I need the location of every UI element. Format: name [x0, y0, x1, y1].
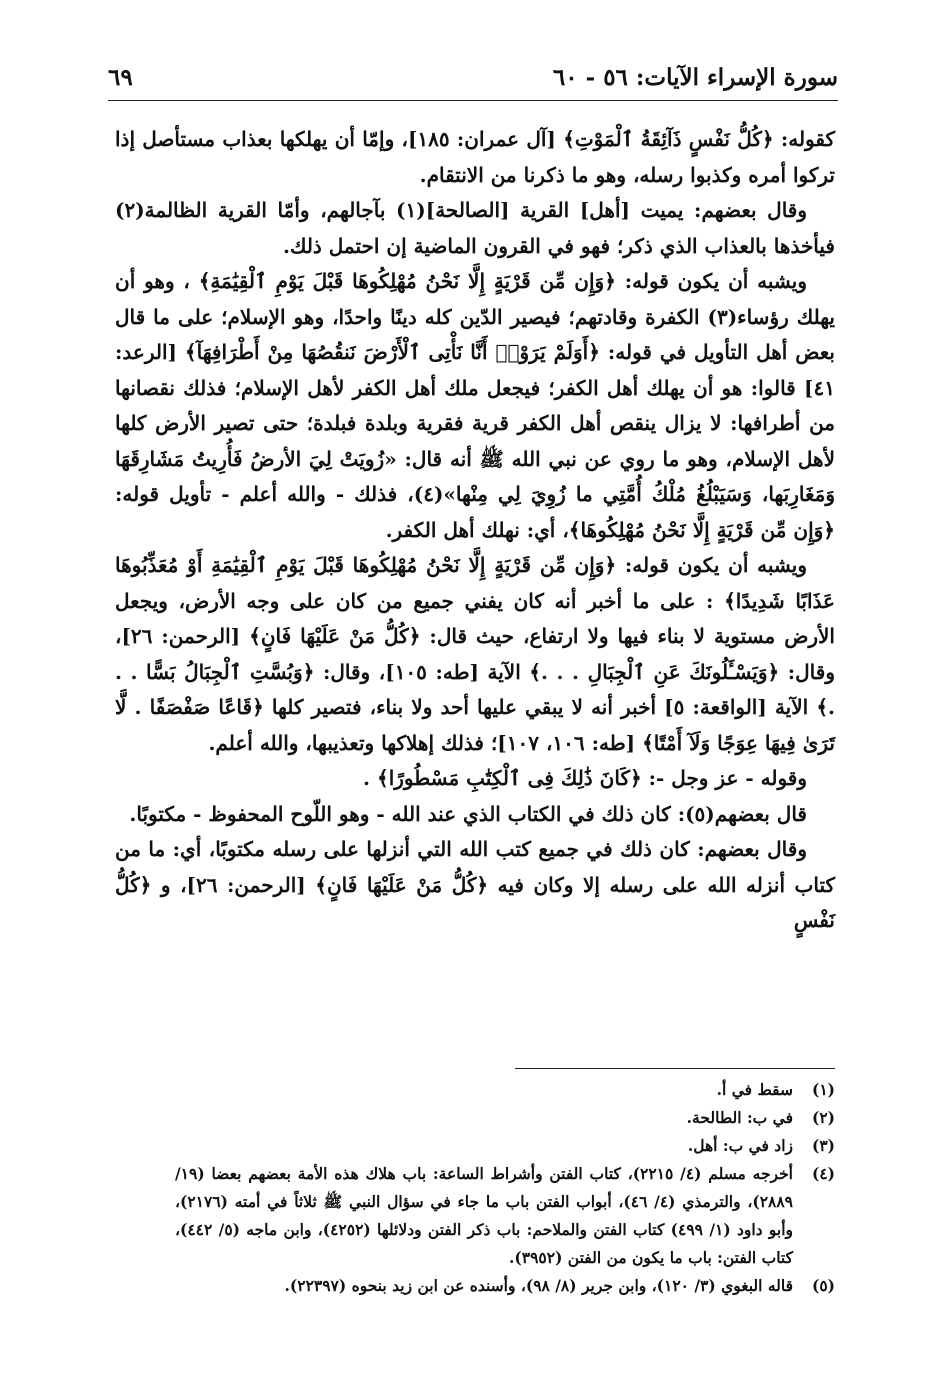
footnote-text: سقط في أ. [716, 1080, 793, 1099]
paragraph: وقال بعضهم: كان ذلك في جميع كتب الله التي أنزلها على رسله مكتوبًا، أي: ما من كتاب أنزله الله على رسله إلا وكان فيه ﴿كُلُّ مَنْ عَلَيْهَا فَانٍ﴾ [الرحمن: ٢٦]، و ﴿كُلُّ نَفْسٍ [115, 837, 836, 932]
footnote-number: (٥) [811, 1276, 835, 1295]
surah-title: سورة الإسراء الآيات: ٥٦ - ٦٠ [552, 64, 838, 91]
paragraph: وقوله - عز وجل -: ﴿كَانَ ذَٰلِكَ فِى ٱلْكِتَٰبِ مَسْطُورًا﴾ . [363, 766, 807, 790]
footnote [175, 1272, 835, 1300]
footnote [175, 1076, 835, 1104]
footnote [175, 1104, 835, 1132]
footnotes [175, 1076, 835, 1300]
footnote-number: (١) [811, 1080, 835, 1099]
paragraph: ويشبه أن يكون قوله: ﴿وَإِن مِّن قَرْيَةٍ إِلَّا نَحْنُ مُهْلِكُوهَا قَبْلَ يَوْمِ ٱلْقِيَٰمَةِ﴾ ، وهو أن يهلك رؤساء(٣) الكفرة وقادتهم؛ فيصير الدّين كله دينًا واحدًا، وهو الإسلام؛ على ما قال بعض أهل التأويل في قوله: ﴿أَوَلَمْ يَرَوْا۟ أَنَّا نَأْتِى ٱلْأَرْضَ نَنقُصُهَا مِنْ أَطْرَافِهَآ﴾ [الرعد: ٤١] قالوا: هو أن يهلك أهل الكفر؛ فيجعل ملك أهل الكفر لأهل الإسلام؛ فذلك نقصانها من أطرافها: لا يزال ينقص أهل الكفر قرية فقرية وبلدة فبلدة؛ حتى تصير الأرض كلها لأهل الإسلام، وهو ما روي عن نبي الله ﷺ أنه قال: «زُويَتْ لِيَ الأرضُ فَأُرِيتُ مَشَارِقَهَا وَمَغَارِبَها، وَسَيَبْلُغُ مُلْكُ أُمَّتِي ما زُوِيَ لِي مِنْها»(٤)، فذلك - والله أعلم - تأويل قوله: ﴿وَإِن مِّن قَرْيَةٍ إِلَّا نَحْنُ مُهْلِكُوهَا﴾، أي: نهلك أهل الكفر. [115, 269, 836, 542]
footnote-text: أخرجه مسلم (٤/ ٢٢١٥)، كتاب الفتن وأشراط الساعة: باب هلاك هذه الأمة بعضهم بعضا (١٩/ ٢٨٨٩)، والترمذي (٤/ ٤٦)، أبواب الفتن باب ما جاء في سؤال النبي ﷺ ثلاثاً في أمته (٢١٧٦)، وأبو داود (١/ ٤٩٩) كتاب الفتن والملاحم: باب ذكر الفتن ودلائلها (٤٢٥٢)، وابن ماجه (٥/ ٤٤٢)، كتاب الفتن: باب ما يكون من الفتن (٣٩٥٢). [175, 1164, 794, 1267]
page-header [108, 62, 838, 102]
footnote-text: زاد في ب: أهل. [687, 1136, 793, 1155]
header-divider [108, 100, 838, 101]
paragraph: قال بعضهم(٥): كان ذلك في الكتاب الذي عند الله - وهو اللّوح المحفوظ - مكتوبًا. [129, 801, 807, 826]
footnote [175, 1132, 835, 1160]
footnote-text: قاله البغوي (٣/ ١٢٠)، وابن جرير (٨/ ٩٨)، وأسنده عن ابن زيد بنحوه (٢٢٣٩٧). [284, 1276, 793, 1295]
footnote-divider [515, 1068, 835, 1069]
footnote-number: (٤) [811, 1164, 835, 1183]
footnote-number: (٣) [811, 1136, 835, 1155]
paragraph: كقوله: ﴿كُلُّ نَفْسٍ ذَآئِقَةُ ٱلْمَوْتِ﴾ [آل عمران: ١٨٥]، وإمّا أن يهلكها بعذاب مستأصل إذا تركوا أمره وكذبوا رسله، وهو ما ذكرنا من الانتقام. [115, 127, 836, 187]
page-number: ٦٩ [108, 64, 133, 91]
footnote-text: في ب: الطالحة. [686, 1108, 793, 1127]
main-text [115, 122, 835, 939]
footnote-number: (٢) [811, 1108, 835, 1127]
footnote [175, 1160, 835, 1272]
paragraph: ويشبه أن يكون قوله: ﴿وَإِن مِّن قَرْيَةٍ إِلَّا نَحْنُ مُهْلِكُوهَا قَبْلَ يَوْمِ ٱلْقِيَٰمَةِ أَوْ مُعَذِّبُوهَا عَذَابًا شَدِيدًا﴾ : على ما أخبر أنه كان يفني جميع من كان على وجه الأرض، ويجعل الأرض مستوية لا بناء فيها ولا ارتفاع، حيث قال: ﴿كُلُّ مَنْ عَلَيْهَا فَانٍ﴾ [الرحمن: ٢٦]، وقال: ﴿وَيَسْـَٔلُونَكَ عَنِ ٱلْجِبَالِ . . .﴾ الآية [طه: ١٠٥]، وقال: ﴿وَبُسَّتِ ٱلْجِبَالُ بَسًّا . . .﴾ الآية [الواقعة: ٥] أخبر أنه لا يبقي عليها أحد ولا بناء، فتصير كلها ﴿قَاعًا صَفْصَفًا . لَّا تَرَىٰ فِيهَا عِوَجًا وَلَآ أَمْتًا﴾ [طه: ١٠٦، ١٠٧]؛ فذلك إهلاكها وتعذيبها، والله أعلم. [115, 553, 836, 755]
paragraph: وقال بعضهم: يميت [أهل] القرية [الصالحة](١) بآجالهم، وأمّا القرية الظالمة(٢) فيأخذها بالعذاب الذي ذكر؛ فهو في القرون الماضية إن احتمل ذلك. [115, 198, 835, 258]
